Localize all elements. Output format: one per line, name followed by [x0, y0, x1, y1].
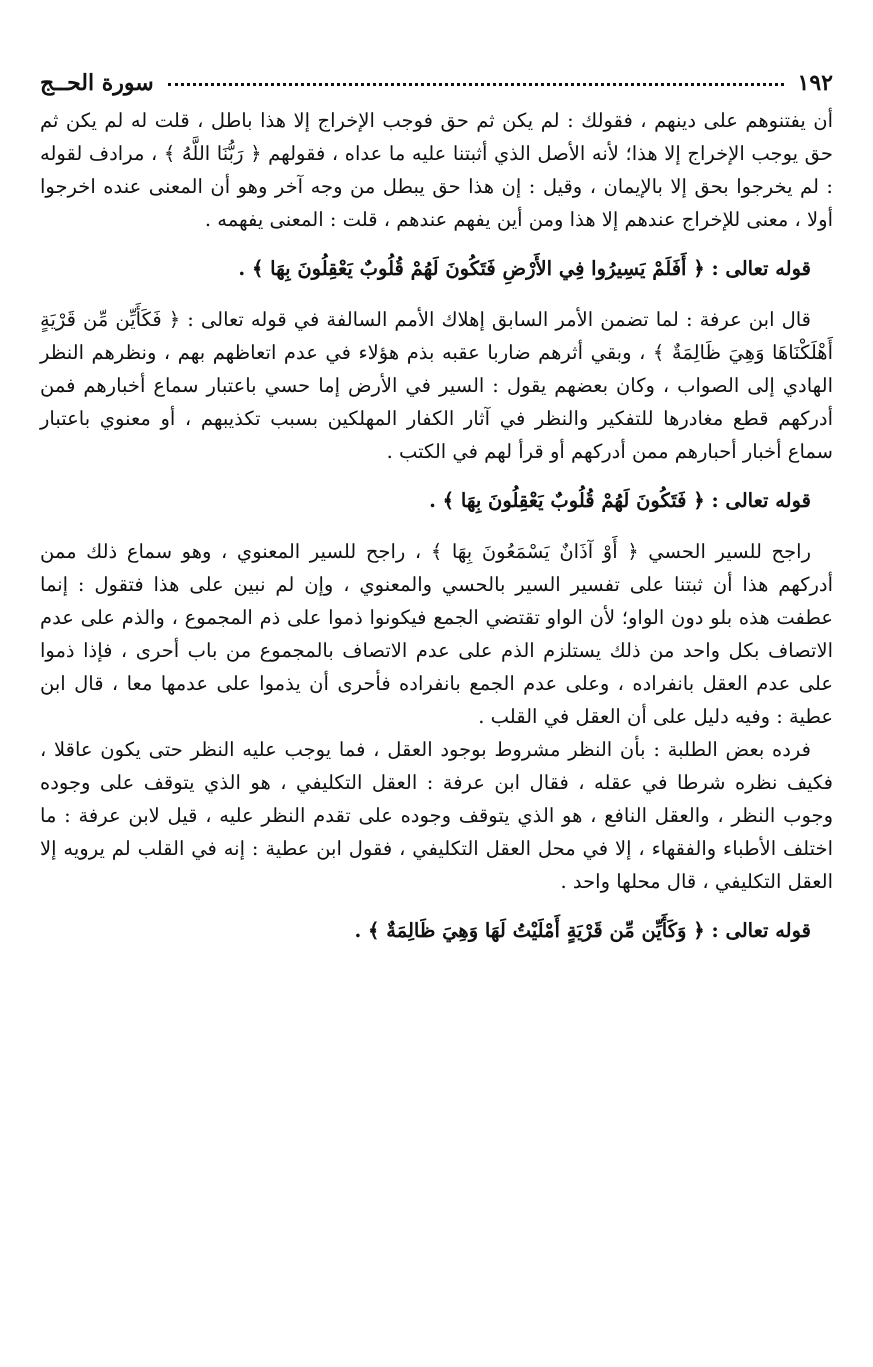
verse-heading: قوله تعالى : ﴿ فَتَكُونَ لَهُمْ قُلُوبٌ يَعْقِلُونَ بِهَا ﴾ .: [429, 489, 811, 512]
verse-heading: قوله تعالى : ﴿ وَكَأَيِّن مِّن قَرْيَةٍ أَمْلَيْتُ لَهَا وَهِيَ ظَالِمَةٌ ﴾ .: [354, 919, 811, 942]
page-body: [40, 104, 833, 947]
verse-heading: قوله تعالى : ﴿ أَفَلَمْ يَسِيرُوا فِي الأَرْضِ فَتَكُونَ لَهُمْ قُلُوبٌ يَعْقِلُونَ بِهَا ﴾ .: [238, 257, 811, 280]
page-number: ١٩٢: [797, 70, 833, 96]
page-header: [40, 56, 833, 96]
body-paragraph: راجح للسير الحسي ﴿ أَوْ آذَانٌ يَسْمَعُونَ بِهَا ﴾ ، راجح للسير المعنوي ، وهو سماع ذلك ممن أدركهم هذا أن ثبتنا على تفسير السير بالحسي والمعنوي ، وإن لم نبين على هذا فتقول : إنما عطفت هذه بلو دون الواو؛ لأن الواو تقتضي الجمع فيكونوا ذموا على ذم المجموع ، والذم على عدم الاتصاف بكل واحد من ذلك يستلزم الذم على عدم الاتصاف بالمجموع من باب أحرى ، فإذا ذموا على عدم العقل بانفراده ، وعلى عدم الجمع بانفراده فأحرى أن يذموا على عدمها معا ، قال ابن عطية : وفيه دليل على أن العقل في القلب .: [40, 540, 833, 728]
header-dotted-rule: [168, 83, 784, 86]
body-paragraph: فرده بعض الطلبة : بأن النظر مشروط بوجود العقل ، فما يوجب عليه النظر حتى يكون عاقلا ، فكيف نظره شرطا في عقله ، فقال ابن عرفة : العقل التكليفي ، هو الذي يتوقف على وجوده وجوب النظر ، والعقل النافع ، هو الذي يتوقف وجوده على تقدم النظر عليه ، قيل لابن عرفة : ما اختلف الأطباء والفقهاء ، إلا في محل العقل التكليفي ، فقول ابن عطية : إنه في القلب لم يرويه إلا العقل التكليفي ، قال محلها واحد .: [40, 738, 833, 893]
body-paragraph: قال ابن عرفة : لما تضمن الأمر السابق إهلاك الأمم السالفة في قوله تعالى : ﴿ فَكَأَيِّن مِّن قَرْيَةٍ أَهْلَكْنَاهَا وَهِيَ ظَالِمَةٌ ﴾ ، وبقي أثرهم ضاربا عقبه بذم هؤلاء في عدم اتعاظهم بهم ، ونظرهم النظر الهادي إلى الصواب ، وكان بعضهم يقول : السير في الأرض إما حسي باعتبار سماع أخبارهم فمن أدركهم قطع مغادرها للتفكير والنظر في آثار الكفار المهلكين بسبب تكذيبهم ، أو معنوي باعتبار سماع أخبار أحبارهم ممن أدركهم أو قرأ لهم في الكتب .: [40, 308, 833, 463]
body-paragraph: أن يفتنوهم على دينهم ، فقولك : لم يكن ثم حق فوجب الإخراج إلا هذا باطل ، قلت له لم يكن ثم حق يوجب الإخراج إلا هذا؛ لأنه الأصل الذي أثبتنا عليه ما عداه ، فقولهم ﴿ رَبُّنَا اللَّهُ ﴾ ، مرادف لقوله : لم يخرجوا بحق إلا بالإيمان ، وقيل : إن هذا حق يبطل من وجه آخر وهو أن المعنى عنده اخرجوا أولا ، معنى للإخراج عندهم إلا هذا ومن أين يفهم عندهم ، قلت : المعنى يفهمه .: [40, 109, 833, 231]
running-title: سورة الحــج: [40, 70, 154, 96]
